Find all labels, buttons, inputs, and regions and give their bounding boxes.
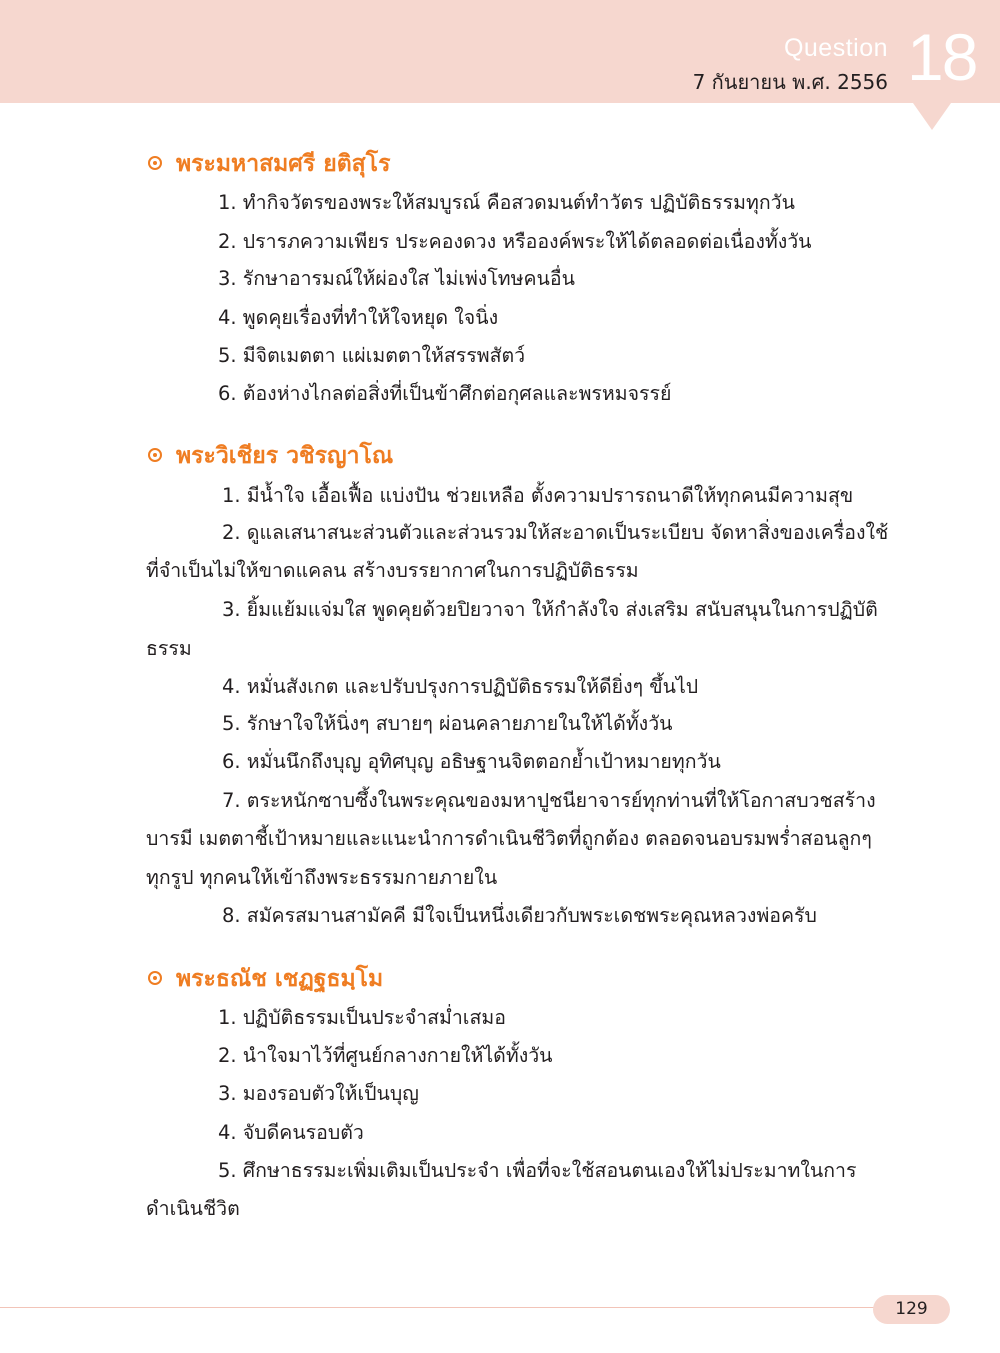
list-item: 5. รักษาใจให้นิ่งๆ สบายๆ ผ่อนคลายภายในให้ได้ทั้งวัน [222,712,673,735]
list-item: 7. ตระหนักซาบซึ้งในพระคุณของมหาปูชนียาจารย์ทุกท่านที่ให้โอกาสบวชสร้าง [222,789,876,812]
list-item: 2. นำใจมาไว้ที่ศูนย์กลางกายให้ได้ทั้งวัน [218,1044,553,1067]
list-item: 5. มีจิตเมตตา แผ่เมตตาให้สรรพสัตว์ [218,344,526,367]
list-item: ทุกรูป ทุกคนให้เข้าถึงพระธรรมกายภายใน [146,866,498,889]
question-number: 18 [907,20,977,94]
page-number: 129 [873,1295,950,1324]
section-title: พระวิเชียร วชิรญาโณ [148,438,393,474]
list-item: 4. จับดีคนรอบตัว [218,1121,364,1144]
list-item: ที่จำเป็นไม่ให้ขาดแคลน สร้างบรรยากาศในการปฏิบัติธรรม [146,559,639,582]
list-item: 4. พูดคุยเรื่องที่ทำให้ใจหยุด ใจนิ่ง [218,306,499,329]
list-item: 1. ปฏิบัติธรรมเป็นประจำสม่ำเสมอ [218,1006,506,1029]
list-item: 1. มีน้ำใจ เอื้อเฟื้อ แบ่งปัน ช่วยเหลือ ตั้งความปรารถนาดีให้ทุกคนมีความสุข [222,484,854,507]
footer-rule [0,1307,890,1308]
list-item: 5. ศึกษาธรรมะเพิ่มเติมเป็นประจำ เพื่อที่จะใช้สอนตนเองให้ไม่ประมาทในการ [218,1159,857,1182]
list-item: 2. ปรารภความเพียร ประคองดวง หรือองค์พระให้ได้ตลอดต่อเนื่องทั้งวัน [218,230,812,253]
list-item: 4. หมั่นสังเกต และปรับปรุงการปฏิบัติธรรมให้ดียิ่งๆ ขึ้นไป [222,675,699,698]
question-date: 7 กันยายน พ.ศ. 2556 [692,70,888,94]
list-item: ดำเนินชีวิต [146,1197,240,1220]
question-label: Question [783,34,888,62]
bullet-icon [148,448,162,462]
header-pointer [913,103,951,130]
list-item: 8. สมัครสมานสามัคคี มีใจเป็นหนึ่งเดียวกับพระเดชพระคุณหลวงพ่อครับ [222,904,817,927]
list-item: บารมี เมตตาชี้เป้าหมายและแนะนำการดำเนินชีวิตที่ถูกต้อง ตลอดจนอบรมพร่ำสอนลูกๆ [146,827,872,850]
section-title: พระธณัช เชฏฐธมฺโม [148,961,383,997]
section-title: พระมหาสมศรี ยติสุโร [148,146,390,182]
list-item: 3. มองรอบตัวให้เป็นบุญ [218,1082,419,1105]
list-item: 6. หมั่นนึกถึงบุญ อุทิศบุญ อธิษฐานจิตตอกย้ำเป้าหมายทุกวัน [222,750,721,773]
bullet-icon [148,156,162,170]
list-item: 1. ทำกิจวัตรของพระให้สมบูรณ์ คือสวดมนต์ทำวัตร ปฏิบัติธรรมทุกวัน [218,191,795,214]
list-item: 3. รักษาอารมณ์ให้ผ่องใส ไม่เพ่งโทษคนอื่น [218,267,575,290]
bullet-icon [148,971,162,985]
list-item: 3. ยิ้มแย้มแจ่มใส พูดคุยด้วยปิยวาจา ให้กำลังใจ ส่งเสริม สนับสนุนในการปฏิบัติ [222,598,878,621]
list-item: 2. ดูแลเสนาสนะส่วนตัวและส่วนรวมให้สะอาดเป็นระเบียบ จัดหาสิ่งของเครื่องใช้ [222,521,889,544]
list-item: 6. ต้องห่างไกลต่อสิ่งที่เป็นข้าศึกต่อกุศลและพรหมจรรย์ [218,382,672,405]
list-item: ธรรม [146,637,192,660]
